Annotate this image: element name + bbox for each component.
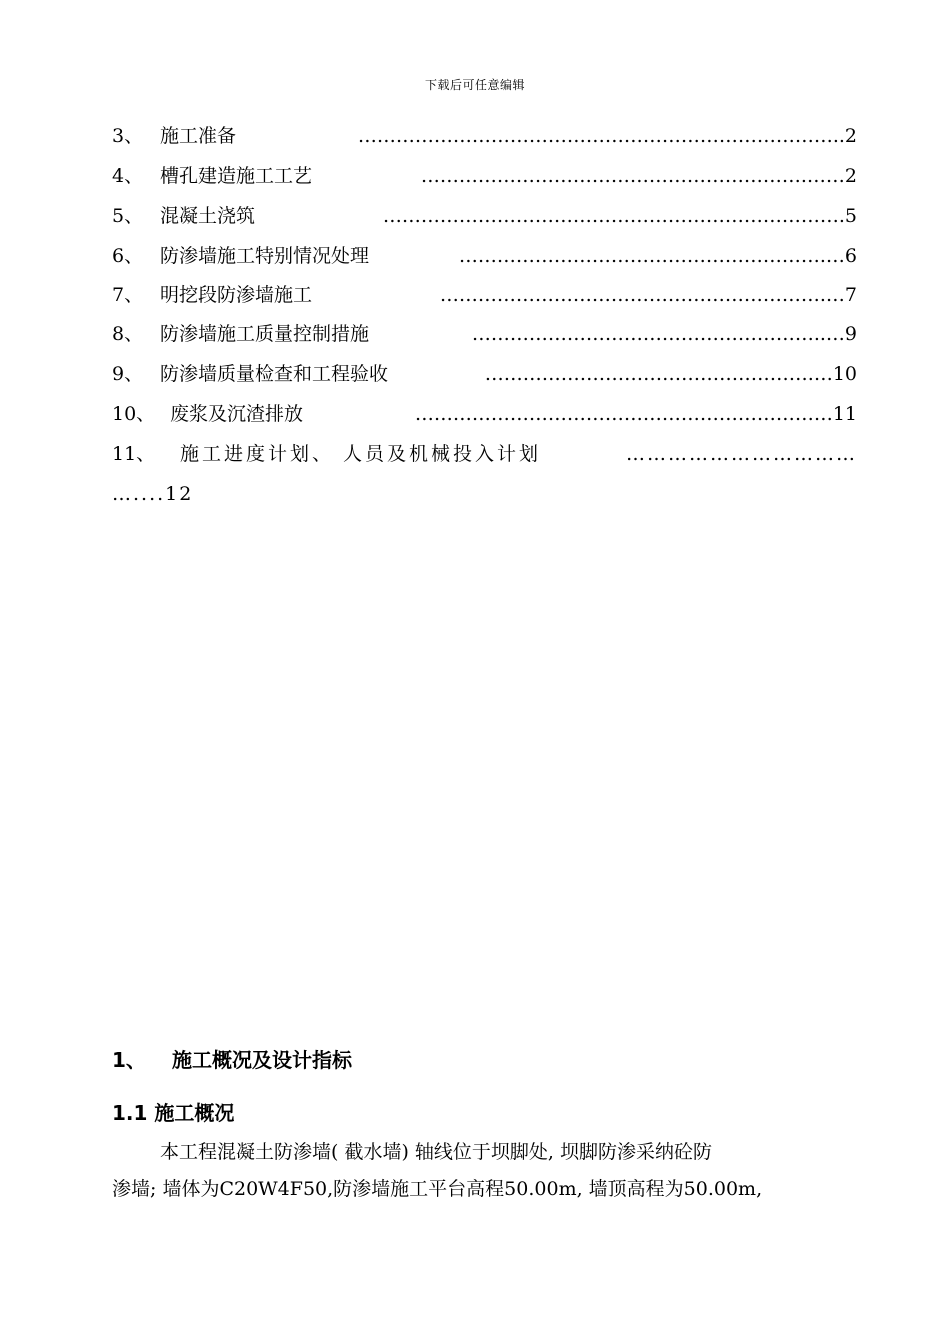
toc-item-number: 6、: [112, 245, 144, 267]
subsection-heading: 1.1 施工概况: [112, 1101, 235, 1125]
toc-item-3[interactable]: [112, 122, 857, 150]
toc-item-11[interactable]: [112, 440, 857, 468]
toc-item-number: 10、: [112, 403, 156, 425]
toc-item-6[interactable]: [112, 242, 857, 270]
toc-item-number: 8、: [112, 323, 144, 345]
toc-item-number: 9、: [112, 363, 144, 385]
toc-item-title: 明挖段防渗墙施工: [160, 284, 313, 306]
toc-item-number: 4、: [112, 165, 144, 187]
toc-item-number: 5、: [112, 205, 144, 227]
toc-item-leaders: …………………………………………….…10: [484, 363, 857, 385]
paragraph-line: 渗墙; 墙体为C20W4F50,防渗墙施工平台高程50.00m, 墙顶高程为50.00m,: [112, 1178, 763, 1200]
toc-item-title: 废浆及沉渣排放: [170, 403, 304, 425]
header-watermark: 下载后可任意编辑: [424, 78, 525, 92]
toc-item-title: 槽孔建造施工工艺: [160, 165, 313, 187]
toc-item-7[interactable]: [112, 281, 857, 309]
toc-item-leaders: ……………………………………………………………….5: [382, 205, 857, 227]
toc-item-11-continuation: …....12: [112, 483, 194, 505]
toc-item-title: 防渗墙施工特别情况处理: [160, 245, 370, 267]
toc-item-leaders: …………………………………………………….……2: [420, 165, 857, 187]
toc-item-8[interactable]: [112, 320, 857, 348]
toc-item-5[interactable]: [112, 202, 857, 230]
toc-item-leaders: …………………………………………………………………..2: [357, 125, 857, 147]
toc-item-title: 防渗墙施工质量控制措施: [160, 323, 370, 345]
toc-item-9[interactable]: [112, 360, 857, 388]
section-number: 1、: [112, 1048, 146, 1072]
toc-item-leaders: ……………………………: [626, 443, 857, 465]
section-title: 施工概况及设计指标: [172, 1048, 352, 1072]
paragraph-line: 本工程混凝土防渗墙( 截水墙) 轴线位于坝脚处, 坝脚防渗采纳砼防: [160, 1141, 712, 1163]
toc-item-number: 3、: [112, 125, 144, 147]
toc-item-leaders: …………………………………………………….…7: [439, 284, 857, 306]
toc-item-title: 防渗墙质量检查和工程验收: [160, 363, 389, 385]
toc-item-10[interactable]: [112, 400, 857, 428]
toc-item-leaders: …………………………………………………………11: [414, 403, 857, 425]
body-paragraph: [112, 1134, 862, 1208]
toc-item-number: 7、: [112, 284, 144, 306]
toc-item-title: 施工进度计划、 人员及机械投入计划: [180, 443, 542, 465]
toc-item-number: 11、: [112, 443, 156, 465]
toc-item-title: 混凝土浇筑: [160, 205, 256, 227]
toc-item-leaders: ………………………………………………….…6: [458, 245, 857, 267]
toc-item-title: 施工准备: [160, 125, 237, 147]
toc-item-4[interactable]: [112, 162, 857, 190]
toc-item-leaders: ………………………………………………..…9: [471, 323, 857, 345]
